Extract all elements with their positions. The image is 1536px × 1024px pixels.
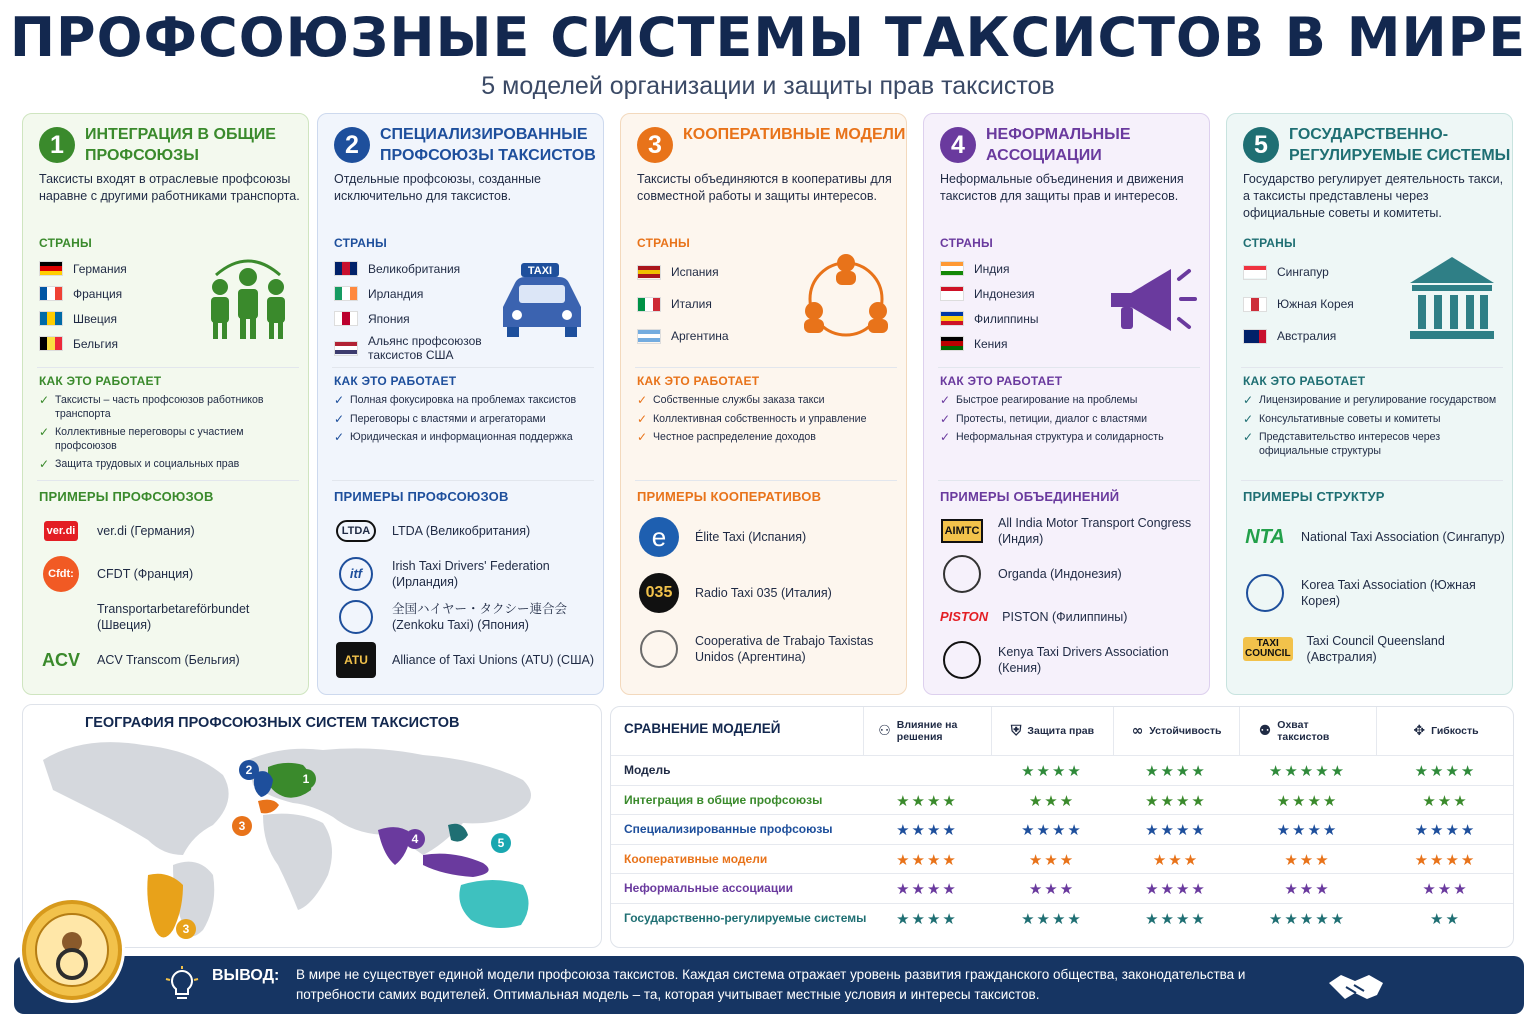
card-header (938, 124, 1202, 174)
country-item (39, 331, 199, 356)
star-rating: ★★★★ (1145, 881, 1207, 898)
divider (332, 480, 594, 481)
how-list (940, 394, 1202, 450)
card-number: 3 (637, 127, 673, 163)
country-name: Сингапур (1277, 265, 1329, 279)
examples-heading: ПРИМЕРЫ КООПЕРАТИВОВ (637, 489, 822, 504)
star-rating: ★★★ (1284, 881, 1331, 898)
star-rating: ★★★★ (1021, 822, 1083, 839)
star-rating: ★★★★ (896, 881, 958, 898)
star-rating: ★★ (1430, 910, 1461, 928)
driver-steering-icon (26, 904, 118, 996)
country-name: Германия (73, 261, 127, 276)
example-name: Korea Taxi Association (Южная Корея) (1301, 578, 1476, 608)
country-item (39, 256, 199, 281)
star-rating: ★★★ (1152, 851, 1200, 869)
example-item (39, 552, 305, 595)
how-text: Протесты, петиции, диалог с властями (956, 412, 1148, 425)
country-item (637, 288, 797, 320)
examples-list (1243, 509, 1509, 677)
star-rating: ★★★★ (896, 851, 958, 869)
country-item (334, 281, 494, 306)
how-list (39, 394, 301, 477)
model-card-5 (1226, 113, 1513, 695)
card-description: Неформальные объединения и движения таксистов для защиты прав и интересов. (940, 172, 1184, 203)
organization-logo: 035 (637, 575, 681, 611)
how-item (940, 431, 1202, 445)
card-title: НЕФОРМАЛЬНЫЕ АССОЦИАЦИИ (986, 126, 1131, 164)
check-icon: ✓ (39, 393, 50, 407)
people-group-icon: ⚉ (1258, 723, 1272, 739)
organization-logo: itf (334, 556, 378, 592)
example-name: Alliance of Taxi Unions (ATU) (США) (392, 652, 595, 667)
column-header: ∞ Устойчивость (1113, 707, 1239, 755)
map-marker-5: 5 (497, 836, 505, 850)
country-name: Швеция (73, 311, 117, 326)
example-item (637, 621, 903, 677)
svg-text:TAXI: TAXI (527, 265, 553, 277)
country-item (1243, 320, 1403, 352)
check-icon: ✓ (637, 430, 648, 444)
card-description: Таксисты входят в отраслевые профсоюзы наравне с другими работниками транспорта. (39, 172, 300, 203)
how-heading: КАК ЭТО РАБОТАЕТ (637, 374, 760, 388)
how-text: Представительство интересов через официальные структуры (1259, 431, 1441, 457)
row-label: Кооперативные модели (624, 851, 768, 866)
comparison-table (610, 706, 1514, 948)
example-name: All India Motor Transport Congress (Индия) (998, 515, 1192, 546)
organization-logo: TAXI COUNCIL (1245, 638, 1291, 659)
check-icon: ✓ (1243, 411, 1254, 426)
countries-heading: СТРАНЫ (940, 236, 993, 250)
country-name: Бельгия (73, 336, 118, 351)
row-label: Неформальные ассоциации (624, 881, 793, 895)
flag-icon (940, 261, 964, 276)
how-text: Коллективная собственность и управление (653, 412, 867, 425)
star-rating: ★★★ (1028, 851, 1076, 869)
divider (1241, 367, 1503, 368)
column-header: ⚇ Влияние на решения (863, 707, 991, 755)
card-title: ИНТЕГРАЦИЯ В ОБЩИЕ ПРОФСОЮЗЫ (85, 126, 276, 164)
flag-icon (637, 297, 661, 312)
country-name: Великобритания (368, 261, 461, 276)
comparison-row (611, 844, 1514, 873)
row-label: Модель (624, 763, 671, 777)
flag-icon (637, 329, 661, 344)
country-name: Франция (73, 286, 123, 301)
example-name: Cooperativa de Trabajo Taxistas Unidos (Аргентина) (695, 634, 874, 664)
model-card-4 (923, 113, 1210, 695)
example-name: Radio Taxi 035 (Италия) (695, 586, 832, 600)
star-rating: ★★★ (1422, 792, 1469, 810)
country-name: Япония (368, 311, 410, 326)
star-rating: ★★★★ (1276, 792, 1339, 810)
map-title: ГЕОГРАФИЯ ПРОФСОЮЗНЫХ СИСТЕМ ТАКСИСТОВ (85, 715, 460, 731)
how-item (637, 413, 899, 427)
country-name: Индия (974, 261, 1010, 276)
divider (1241, 480, 1503, 481)
example-item (637, 565, 903, 621)
flag-icon (1243, 265, 1267, 280)
star-rating: ★★★★ (896, 792, 958, 810)
star-rating: ★★★★ (896, 910, 958, 928)
how-list (334, 394, 596, 450)
star-rating: ★★★★ (1276, 822, 1339, 839)
shield-check-icon: ⛨ (1010, 723, 1022, 739)
star-rating: ★★★★ (1021, 763, 1083, 780)
example-item (39, 638, 305, 681)
flag-icon (334, 261, 358, 276)
example-item (1243, 565, 1509, 621)
country-item (940, 281, 1100, 306)
card-description: Отдельные профсоюзы, созданные исключительно для таксистов. (334, 172, 541, 203)
organization-logo: NTA (1245, 526, 1285, 548)
how-item (334, 394, 596, 408)
examples-heading: ПРИМЕРЫ СТРУКТУР (1243, 489, 1385, 504)
example-name: Élite Taxi (Испания) (695, 530, 807, 544)
country-name: Филиппины (974, 311, 1039, 326)
example-name: LTDA (Великобритания) (392, 523, 531, 538)
examples-list (940, 509, 1206, 681)
card-title: КООПЕРАТИВНЫЕ МОДЕЛИ (683, 126, 906, 143)
map-marker-3b: 3 (182, 922, 190, 936)
check-icon: ✓ (940, 411, 951, 426)
how-item (637, 394, 899, 408)
country-name: Южная Корея (1277, 297, 1354, 311)
handshake-icon (1324, 965, 1394, 1005)
divider (332, 367, 594, 368)
how-item (1243, 394, 1505, 408)
star-rating: ★★★★★ (1268, 763, 1347, 780)
organization-logo: ATU (334, 642, 378, 678)
country-name: Альянс профсоюзов таксистов США (368, 334, 482, 362)
organization-logo (334, 599, 378, 635)
card-header (37, 124, 301, 174)
star-rating: ★★★ (1422, 881, 1469, 898)
organization-logo (637, 631, 681, 667)
how-text: Юридическая и информационная поддержка (350, 431, 573, 443)
organization-logo: LTDA (334, 513, 378, 549)
check-icon: ✓ (637, 393, 648, 407)
government-building-icon (1402, 249, 1502, 349)
country-item (334, 331, 494, 365)
check-icon: ✓ (334, 430, 345, 444)
divider (938, 480, 1200, 481)
flag-icon (940, 311, 964, 326)
card-number: 5 (1243, 127, 1279, 163)
how-text: Неформальная структура и солидарность (956, 431, 1164, 443)
countries-heading: СТРАНЫ (334, 236, 387, 250)
workers-group-icon (198, 249, 298, 349)
country-item (39, 281, 199, 306)
flag-icon (334, 311, 358, 326)
model-card-3 (620, 113, 907, 695)
lightbulb-icon (162, 965, 202, 1005)
flag-icon (39, 261, 63, 276)
link-icon: ∞ (1131, 723, 1144, 739)
how-item (39, 426, 301, 453)
country-name: Индонезия (974, 286, 1035, 301)
model-card-2 (317, 113, 604, 695)
divider (938, 367, 1200, 368)
example-item (39, 509, 305, 552)
example-name: National Taxi Association (Сингапур) (1301, 530, 1505, 544)
row-label: Специализированные профсоюзы (624, 822, 833, 836)
card-header (1241, 124, 1511, 174)
conclusion-text: В мире не существует единой модели профсоюза таксистов. Каждая система отражает уровень развития гражданского общества, законодательства и потребности самих водителей. Оптимальная модель – та, которая учитывает местные условия и интересы таксистов. (296, 967, 1246, 1002)
examples-list (334, 509, 600, 681)
comparison-row (611, 873, 1514, 902)
countries-list (637, 256, 797, 352)
column-header: ✥ Гибкость (1376, 707, 1514, 755)
megaphone-icon (1099, 249, 1199, 349)
example-name: Taxi Council Queensland (Австралия) (1306, 634, 1445, 664)
flag-icon (1243, 297, 1267, 312)
organization-logo: PISTON (940, 608, 989, 624)
example-item (334, 509, 600, 552)
star-rating: ★★★★ (1145, 822, 1207, 839)
example-item (940, 595, 1206, 638)
star-rating: ★★★★ (1145, 763, 1207, 780)
how-item (334, 413, 596, 427)
example-name: CFDT (Франция) (97, 566, 194, 581)
country-item (39, 306, 199, 331)
cooperative-circle-icon (796, 249, 896, 349)
country-item (334, 306, 494, 331)
how-heading: КАК ЭТО РАБОТАЕТ (940, 374, 1063, 388)
countries-list (940, 256, 1100, 356)
example-item (1243, 509, 1509, 565)
comparison-row (611, 814, 1514, 843)
example-item (334, 595, 600, 638)
how-text: Таксисты – часть профсоюзов работников транспорта (55, 394, 264, 420)
organization-logo: Cfdt: (39, 556, 83, 592)
comparison-row (611, 785, 1514, 814)
flag-icon (39, 286, 63, 301)
organization-logo: ver.di (39, 513, 83, 549)
how-text: Собственные службы заказа такси (653, 394, 825, 406)
example-item (334, 552, 600, 595)
check-icon: ✓ (637, 411, 648, 426)
country-item (1243, 288, 1403, 320)
how-text: Быстрое реагирование на проблемы (956, 394, 1138, 406)
card-description: Таксисты объединяются в кооперативы для совместной работы и защиты интересов. (637, 172, 892, 203)
conclusion-bar (14, 956, 1524, 1014)
countries-heading: СТРАНЫ (637, 236, 690, 250)
countries-heading: СТРАНЫ (39, 236, 92, 250)
country-name: Италия (671, 297, 712, 311)
examples-list (39, 509, 305, 681)
how-text: Лицензирование и регулирование государством (1259, 394, 1497, 406)
how-item (637, 431, 899, 445)
countries-list (334, 256, 494, 365)
how-heading: КАК ЭТО РАБОТАЕТ (1243, 374, 1366, 388)
country-item (940, 256, 1100, 281)
flag-icon (39, 311, 63, 326)
divider (635, 367, 897, 368)
check-icon: ✓ (1243, 430, 1254, 444)
arrows-move-icon: ✥ (1413, 723, 1426, 739)
example-name: ACV Transcom (Бельгия) (97, 652, 240, 667)
map-marker-3: 3 (238, 819, 246, 833)
how-text: Защита трудовых и социальных прав (55, 458, 240, 470)
flag-icon (637, 265, 661, 280)
how-heading: КАК ЭТО РАБОТАЕТ (39, 374, 162, 388)
example-item (940, 638, 1206, 681)
check-icon: ✓ (39, 425, 50, 439)
country-name: Ирландия (368, 286, 424, 301)
organization-logo (1243, 575, 1287, 611)
country-item (940, 331, 1100, 356)
card-title: СПЕЦИАЛИЗИРОВАННЫЕ ПРОФСОЮЗЫ ТАКСИСТОВ (380, 126, 596, 164)
organization-logo (940, 556, 984, 592)
how-item (39, 394, 301, 421)
check-icon: ✓ (940, 393, 951, 407)
star-rating: ★★★★ (1145, 910, 1207, 928)
map-marker-2: 2 (245, 763, 253, 777)
country-item (1243, 256, 1403, 288)
country-name: Аргентина (671, 329, 729, 343)
example-item (1243, 621, 1509, 677)
example-name: 全国ハイヤー・タクシー連合会 (Zenkoku Taxi) (Япония) (392, 601, 568, 632)
organization-logo: ACV (41, 649, 80, 670)
example-item (334, 638, 600, 681)
column-header: ⚉ Охват таксистов (1239, 707, 1376, 755)
country-item (637, 320, 797, 352)
handbook-badge-logo (22, 900, 122, 1000)
star-rating: ★★★★ (1021, 910, 1083, 928)
star-rating: ★★★★ (896, 822, 958, 839)
example-name: Kenya Taxi Drivers Association (Кения) (998, 644, 1169, 675)
how-list (637, 394, 899, 450)
how-item (1243, 431, 1505, 458)
how-item (940, 394, 1202, 408)
divider (37, 367, 299, 368)
how-text: Переговоры с властями и агрегаторами (350, 412, 546, 425)
how-text: Коллективные переговоры с участием профсоюзов (55, 426, 244, 452)
page-subtitle: 5 моделей организации и защиты прав таксистов (481, 72, 1055, 100)
countries-list (1243, 256, 1403, 352)
row-label: Государственно-регулируемые системы (624, 910, 867, 925)
flag-icon (39, 336, 63, 351)
how-item (334, 431, 596, 445)
card-number: 4 (940, 127, 976, 163)
check-icon: ✓ (334, 411, 345, 426)
country-name: Австралия (1277, 329, 1337, 343)
comparison-row (611, 755, 1514, 784)
card-header (332, 124, 596, 174)
check-icon: ✓ (39, 457, 50, 471)
taxi-car-icon (493, 249, 593, 349)
country-item (334, 256, 494, 281)
how-heading: КАК ЭТО РАБОТАЕТ (334, 374, 457, 388)
examples-heading: ПРИМЕРЫ ПРОФСОЮЗОВ (334, 489, 509, 504)
how-text: Полная фокусировка на проблемах таксистов (350, 394, 577, 406)
example-name: Organda (Индонезия) (998, 566, 1122, 581)
countries-heading: СТРАНЫ (1243, 236, 1296, 250)
star-rating: ★★★ (1028, 881, 1076, 898)
example-item (940, 509, 1206, 552)
flag-icon (1243, 329, 1267, 344)
flag-icon (940, 336, 964, 351)
check-icon: ✓ (1243, 393, 1254, 407)
card-number: 2 (334, 127, 370, 163)
star-rating (863, 761, 991, 781)
card-header (635, 124, 906, 174)
star-rating: ★★★★ (1414, 763, 1477, 780)
how-item (940, 413, 1202, 427)
column-header: ⛨ Защита прав (991, 707, 1113, 755)
card-number: 1 (39, 127, 75, 163)
users-icon: ⚇ (878, 723, 891, 739)
conclusion-label: ВЫВОД: (212, 967, 280, 984)
example-name: ver.di (Германия) (97, 523, 195, 538)
star-rating: ★★★★★ (1268, 910, 1347, 928)
star-rating: ★★★★ (1414, 851, 1477, 869)
star-rating: ★★★ (1284, 851, 1331, 869)
flag-icon (334, 286, 358, 301)
map-marker-4: 4 (411, 832, 419, 846)
how-list (1243, 394, 1505, 463)
comparison-row (611, 903, 1514, 932)
how-text: Честное распределение доходов (653, 431, 816, 443)
divider (37, 480, 299, 481)
flag-icon (334, 341, 358, 356)
model-card-1 (22, 113, 309, 695)
example-item (39, 595, 305, 638)
country-name: Испания (671, 265, 719, 279)
organization-logo: e (637, 519, 681, 555)
example-name: PISTON (Филиппины) (1002, 609, 1128, 624)
star-rating: ★★★ (1028, 792, 1076, 810)
star-rating: ★★★★ (1414, 822, 1477, 839)
comparison-title: СРАВНЕНИЕ МОДЕЛЕЙ (624, 721, 781, 736)
how-text: Консультативные советы и комитеты (1259, 412, 1441, 425)
how-item (1243, 413, 1505, 427)
check-icon: ✓ (940, 430, 951, 444)
country-item (940, 306, 1100, 331)
example-item (637, 509, 903, 565)
page-title: ПРОФСОЮЗНЫЕ СИСТЕМЫ ТАКСИСТОВ В МИРЕ (9, 6, 1527, 69)
organization-logo (39, 599, 83, 635)
example-name: Irish Taxi Drivers' Federation (Ирландия) (392, 558, 550, 589)
map-marker-1: 1 (302, 772, 310, 786)
examples-heading: ПРИМЕРЫ ПРОФСОЮЗОВ (39, 489, 214, 504)
country-name: Кения (974, 336, 1008, 351)
how-item (39, 458, 301, 472)
examples-list (637, 509, 903, 677)
examples-heading: ПРИМЕРЫ ОБЪЕДИНЕНИЙ (940, 489, 1120, 504)
card-title: ГОСУДАРСТВЕННО-РЕГУЛИРУЕМЫЕ СИСТЕМЫ (1289, 126, 1511, 164)
example-item (940, 552, 1206, 595)
organization-logo: AIMTC (940, 513, 984, 549)
check-icon: ✓ (334, 393, 345, 407)
example-name: Transportarbetareförbundet (Швеция) (97, 601, 250, 632)
organization-logo (940, 642, 984, 678)
row-label: Интеграция в общие профсоюзы (624, 792, 823, 807)
card-description: Государство регулирует деятельность такси, а таксисты представлены через официальные советы и комитеты. (1243, 172, 1504, 220)
country-item (637, 256, 797, 288)
divider (635, 480, 897, 481)
flag-icon (940, 286, 964, 301)
star-rating: ★★★★ (1145, 792, 1207, 810)
countries-list (39, 256, 199, 356)
